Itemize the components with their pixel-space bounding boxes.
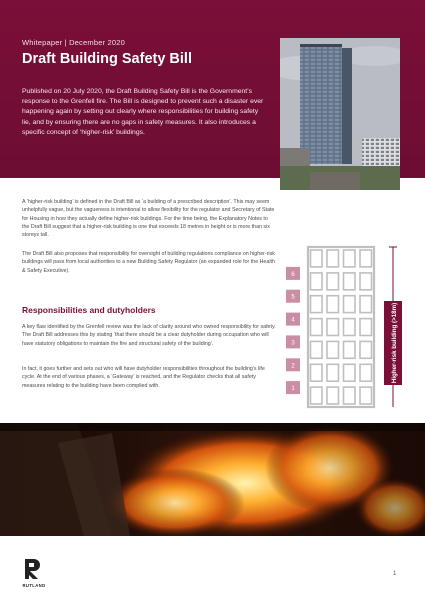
window	[327, 319, 339, 336]
window	[360, 319, 372, 336]
rutland-logo-mark-icon	[22, 557, 44, 581]
floor-tag-label: 5	[291, 294, 295, 301]
body-paragraph-1: A ‘higher-risk building’ is defined in the Draft Bill as ‘a building of a prescribed description’. This may seem unhelpfully vague, but the vagueness is intentional to allow flexibility for the regulator and Secretary of State for Housing in how they actually define higher-risk buildings. For the time being, the Explanatory Notes to the Draft Bill suggest that a higher-risk building is one that exceeds 18 metres in height or is more than six storeys tall.	[22, 199, 275, 239]
page-number: 1	[393, 571, 397, 577]
floor-tag-4	[286, 313, 300, 326]
window	[327, 341, 339, 358]
floor-tag-3	[286, 335, 300, 348]
window	[327, 296, 339, 313]
body-paragraph-3: A key flaw identified by the Grenfell review was the lack of clarity around who owned responsibility for safety. The Draft Bill addresses this by stating ‘that there should be a clear dutyholder during occupation who will have statutory obligations to maintain the fire and structural safety of the building’.	[22, 324, 276, 347]
window	[311, 273, 323, 290]
window	[327, 250, 339, 267]
window	[360, 364, 372, 381]
window	[360, 273, 372, 290]
window	[311, 319, 323, 336]
window	[360, 341, 372, 358]
section-heading: Responsibilities and dutyholders	[22, 305, 156, 315]
tower-block-image	[280, 38, 400, 190]
body-paragraph-4: In fact, it goes further and sets out who will have dutyholder responsibilities throughout the building’s life cycle. At the end of various phases, a ‘Gateway’ is reached, and the Regulator checks that all safety measures relating to the building have been complied with.	[22, 366, 265, 389]
floor-tags	[286, 267, 300, 394]
window	[360, 387, 372, 404]
document-kicker: Whitepaper | December 2020	[22, 38, 126, 47]
floor-tag-6	[286, 267, 300, 280]
higher-risk-building-diagram	[280, 243, 410, 415]
window	[360, 296, 372, 313]
floor-tag-label: 3	[291, 340, 295, 347]
window	[311, 364, 323, 381]
window	[327, 387, 339, 404]
window	[344, 387, 356, 404]
page-title: Draft Building Safety Bill	[22, 51, 192, 67]
intro-paragraph: Published on 20 July 2020, the Draft Building Safety Bill is the Government’s response to the Grenfell fire. The Bill is designed to prevent such a disaster ever happening again by setting out clearly where responsibilities for building safety lie, and by ensuring there are no gaps in safety measures. It also introduces a specific concept of ‘higher-risk’ buildings.	[22, 88, 264, 136]
window	[311, 250, 323, 267]
height-label: Higher-risk building (>18m)	[391, 302, 398, 384]
window	[311, 341, 323, 358]
window	[360, 250, 372, 267]
floor-tag-label: 4	[291, 317, 295, 324]
fire-photo	[0, 423, 425, 536]
floor-tag-label: 6	[291, 271, 295, 278]
fire-image	[0, 423, 425, 536]
floor-tag-1	[286, 381, 300, 394]
window	[344, 296, 356, 313]
floor-tag-2	[286, 358, 300, 371]
window	[344, 319, 356, 336]
window	[327, 364, 339, 381]
tower-block-photo	[280, 38, 400, 190]
floor-tag-label: 1	[291, 386, 295, 393]
building-diagram-svg	[280, 243, 410, 415]
window	[311, 387, 323, 404]
window	[344, 341, 356, 358]
window	[344, 364, 356, 381]
floor-tag-label: 2	[291, 363, 295, 370]
window	[311, 296, 323, 313]
window	[344, 250, 356, 267]
body-paragraph-2: The Draft Bill also proposes that responsibility for oversight of building regulations compliance on higher-risk buildings will pass from local authorities to a new Building Safety Regulator (an expanded role for the Health & Safety Executive).	[22, 251, 275, 274]
window	[344, 273, 356, 290]
logo-wordmark: RUTLAND	[22, 583, 46, 588]
window	[327, 273, 339, 290]
floor-tag-5	[286, 290, 300, 303]
